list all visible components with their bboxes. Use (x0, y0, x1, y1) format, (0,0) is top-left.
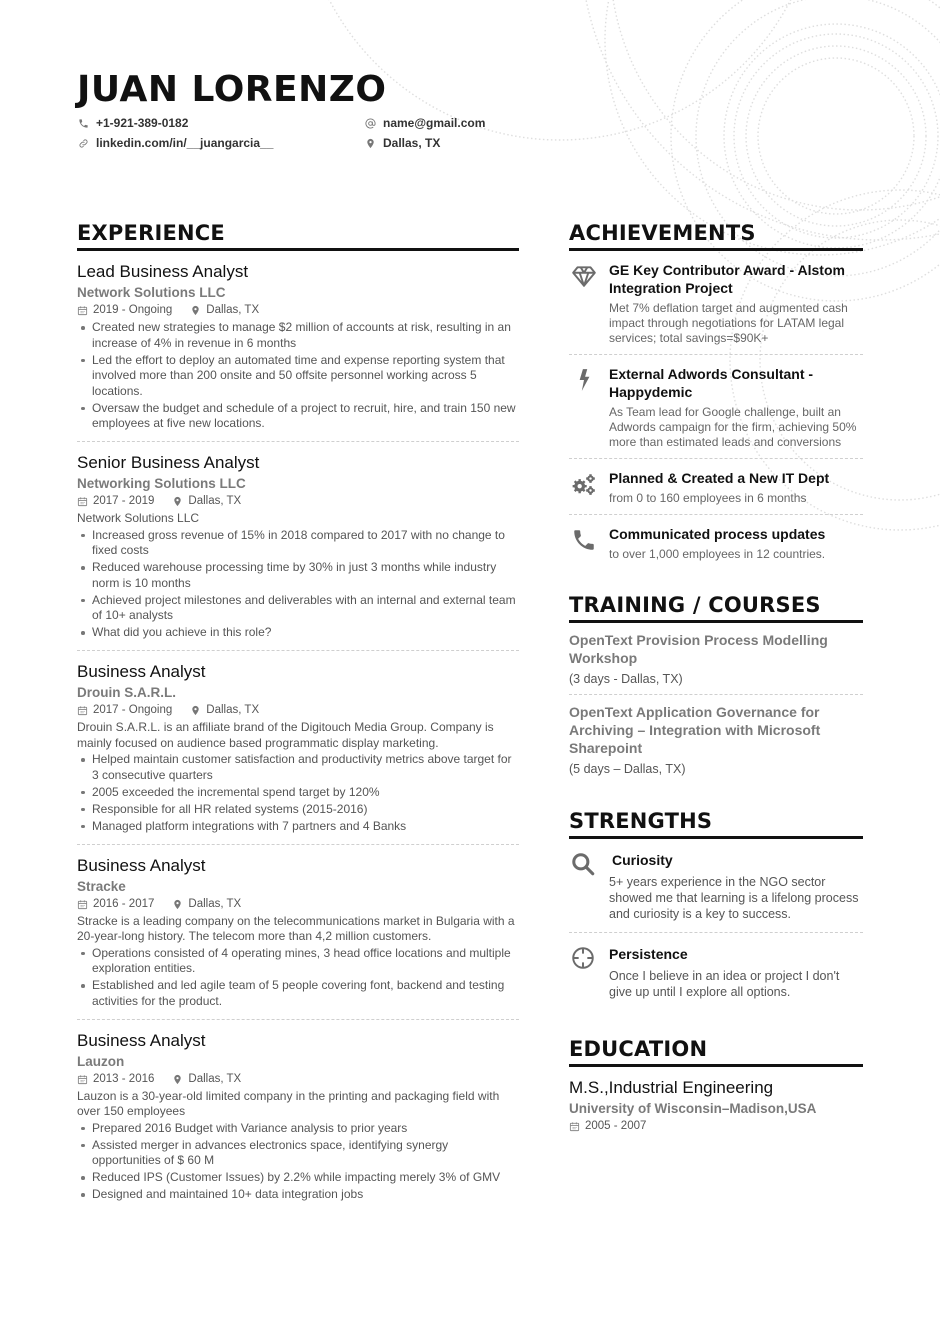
job-bullet: Established and led agile team of 5 people covering font, backend and testing activities for the product. (77, 978, 519, 1009)
job-bullet: Led the effort to deploy an automated time and expense reporting system that involved more than 200 onsite and 50 offsite personnel working across 5 locations. (77, 353, 519, 400)
phone-text[interactable]: +1-921-389-0182 (96, 116, 189, 130)
contact-email (364, 115, 485, 131)
job-company: Network Solutions LLC (77, 285, 226, 300)
strength-item (569, 933, 863, 1010)
job-description: Stracke is a leading company on the telecommunications market in Bulgaria with a 20-year-long history. The telecom more than 4,2 million customers. (77, 913, 515, 943)
job-title: Business Analyst (77, 662, 206, 681)
job-bullet: Prepared 2016 Budget with Variance analysis to prior years (77, 1121, 519, 1137)
course-title: OpenText Provision Process Modelling Workshop (569, 632, 828, 666)
job-bullet: Created new strategies to manage $2 million of accounts at risk, resulting in an increase of 4% in revenue in 6 months (77, 320, 519, 351)
achievement-description: Met 7% deflation target and augmented cash impact through negotiations for LATAM legal services; total savings=$90K+ (609, 301, 848, 345)
job-bullet: Designed and maintained 10+ data integration jobs (77, 1187, 519, 1203)
achievement-description: As Team lead for Google challenge, built an Adwords campaign for the firm, achieving 50% more than estimated leads and conversions (609, 405, 857, 449)
job-bullets (77, 320, 519, 432)
job-dates: 2013 - 2016 (93, 1072, 155, 1085)
job-dates: 2019 - Ongoing (93, 304, 173, 316)
job-bullet: Oversaw the budget and schedule of a project to recruit, hire, and train 150 new employees at five new locations. (77, 401, 519, 432)
job-bullet: Managed platform integrations with 7 partners and 4 Banks (77, 819, 519, 835)
candidate-name: JUAN LORENZO (77, 69, 387, 110)
job-location: Dallas, TX (206, 704, 260, 716)
job-meta (77, 1071, 519, 1088)
job-meta (77, 493, 519, 510)
job-dates: 2017 - Ongoing (93, 704, 173, 716)
job-bullet: Helped maintain customer satisfaction and productivity metrics above target for 3 consecutive quarters (77, 752, 519, 783)
calendar-icon (77, 496, 88, 507)
strength-description: 5+ years experience in the NGO sector showed me that learning is a lifelong process and curiosity is a key to success. (609, 875, 859, 921)
job-entry (77, 442, 519, 651)
job-bullet: Assisted merger in advances electronics space, identifying synergy opportunities of $ 60 M (77, 1138, 519, 1169)
lightning-icon (569, 365, 609, 450)
job-bullet: Reduced warehouse processing time by 30% in just 3 months while industry norm is 10 months (77, 560, 519, 591)
linkedin-link[interactable]: linkedin.com/in/__juangarcia__ (96, 136, 274, 150)
job-bullet: Responsible for all HR related systems (2015-2016) (77, 802, 519, 818)
map-pin-icon (172, 1074, 183, 1085)
education-section (569, 1034, 863, 1135)
calendar-icon (77, 305, 88, 316)
contact-phone (77, 115, 188, 131)
job-entry (77, 651, 519, 845)
job-company: Networking Solutions LLC (77, 476, 246, 491)
calendar-icon (77, 705, 88, 716)
strengths-section (569, 806, 863, 1010)
phone-icon (569, 525, 609, 562)
crosshair-icon (569, 945, 609, 1000)
achievement-title: External Adwords Consultant - Happydemic (609, 366, 814, 400)
job-title: Business Analyst (77, 855, 206, 875)
education-school: University of Wisconsin–Madison,USA (569, 1101, 817, 1116)
training-section (569, 590, 863, 784)
contact-location (364, 135, 440, 151)
diamond-icon (569, 261, 609, 346)
job-meta (77, 702, 519, 719)
right-column (569, 218, 863, 1135)
strength-item (569, 839, 863, 933)
map-pin-icon (172, 496, 183, 507)
achievement-title: Communicated process updates (609, 526, 826, 542)
job-bullet: Reduced IPS (Customer Issues) by 2.2% while impacting merely 3% of GMV (77, 1170, 519, 1186)
calendar-icon (77, 1074, 88, 1085)
job-title: Business Analyst (77, 1030, 206, 1050)
education-heading: EDUCATION (569, 1034, 863, 1067)
achievement-item (569, 355, 863, 459)
job-entry (77, 845, 519, 1020)
job-dates: 2016 - 2017 (93, 897, 155, 910)
link-icon (77, 137, 89, 149)
job-bullets (77, 752, 519, 834)
strength-description: Once I believe in an idea or project I don't give up until I explore all options. (609, 969, 840, 999)
job-company: Drouin S.A.R.L. (77, 685, 176, 700)
calendar-icon (569, 1121, 580, 1132)
job-meta (77, 896, 519, 913)
experience-section (77, 218, 519, 1212)
education-degree: M.S.,Industrial Engineering (569, 1078, 774, 1097)
job-title: Lead Business Analyst (77, 262, 249, 281)
education-dates: 2005 - 2007 (585, 1120, 647, 1132)
strengths-heading: STRENGTHS (569, 806, 863, 839)
location-text: Dallas, TX (383, 136, 441, 150)
achievement-item (569, 459, 863, 515)
job-company: Lauzon (77, 1053, 125, 1069)
achievement-item (569, 515, 863, 570)
at-icon (364, 117, 376, 129)
training-heading: TRAINING / COURSES (569, 590, 863, 623)
job-entry (77, 1020, 519, 1213)
job-location: Dallas, TX (188, 1072, 242, 1085)
job-description: Drouin S.A.R.L. is an affiliate brand of the Digitouch Media Group. Company is mainly focused on audience based programmatic display marketing. (77, 720, 494, 750)
job-meta (77, 302, 519, 319)
job-entry (77, 251, 519, 442)
map-pin-icon (172, 899, 183, 910)
course-meta: (5 days – Dallas, TX) (569, 762, 686, 776)
map-pin-icon (190, 305, 201, 316)
job-company: Stracke (77, 878, 126, 894)
job-bullet: Increased gross revenue of 15% in 2018 compared to 2017 with no change to fixed costs (77, 528, 519, 559)
job-bullets (77, 946, 519, 1010)
contact-linkedin (77, 135, 273, 151)
strength-title: Curiosity (612, 852, 673, 868)
job-description: Lauzon is a 30-year-old limited company in the printing and packaging field with over 150 employees (77, 1088, 500, 1118)
job-location: Dallas, TX (188, 897, 242, 910)
calendar-icon (77, 899, 88, 910)
email-link[interactable]: name@gmail.com (383, 116, 486, 130)
job-description: Network Solutions LLC (77, 511, 200, 525)
job-bullet: 2005 exceeded the incremental spend target by 120% (77, 785, 519, 801)
map-pin-icon (364, 137, 376, 149)
phone-icon (77, 117, 89, 129)
achievements-heading: ACHIEVEMENTS (569, 218, 863, 251)
job-bullet: Operations consisted of 4 operating mines, 3 head office locations and multiple exploration entities. (77, 946, 519, 977)
job-location: Dallas, TX (206, 304, 260, 316)
job-bullets (77, 528, 519, 641)
course-title: OpenText Application Governance for Archiving – Integration with Microsoft Sharepoint (569, 704, 821, 756)
course-item (569, 623, 863, 695)
achievement-title: GE Key Contributor Award - Alstom Integration Project (609, 262, 845, 296)
strength-title: Persistence (609, 946, 688, 962)
experience-heading: EXPERIENCE (77, 218, 519, 251)
achievement-item (569, 251, 863, 355)
job-bullets (77, 1121, 519, 1203)
search-icon (569, 851, 609, 922)
job-title: Senior Business Analyst (77, 453, 260, 472)
education-meta (569, 1118, 863, 1135)
job-dates: 2017 - 2019 (93, 495, 155, 507)
map-pin-icon (190, 705, 201, 716)
achievement-title: Planned & Created a New IT Dept (609, 470, 830, 486)
achievements-section (569, 218, 863, 570)
course-item (569, 695, 863, 784)
job-bullet: Achieved project milestones and deliverables with an internal and external team of 10+ analysts (77, 593, 519, 624)
achievement-description: from 0 to 160 employees in 6 months (609, 491, 807, 505)
course-meta: (3 days - Dallas, TX) (569, 672, 683, 686)
job-bullet: What did you achieve in this role? (77, 625, 519, 641)
gears-icon (569, 469, 609, 506)
job-location: Dallas, TX (188, 495, 242, 507)
achievement-description: to over 1,000 employees in 12 countries. (609, 547, 826, 561)
